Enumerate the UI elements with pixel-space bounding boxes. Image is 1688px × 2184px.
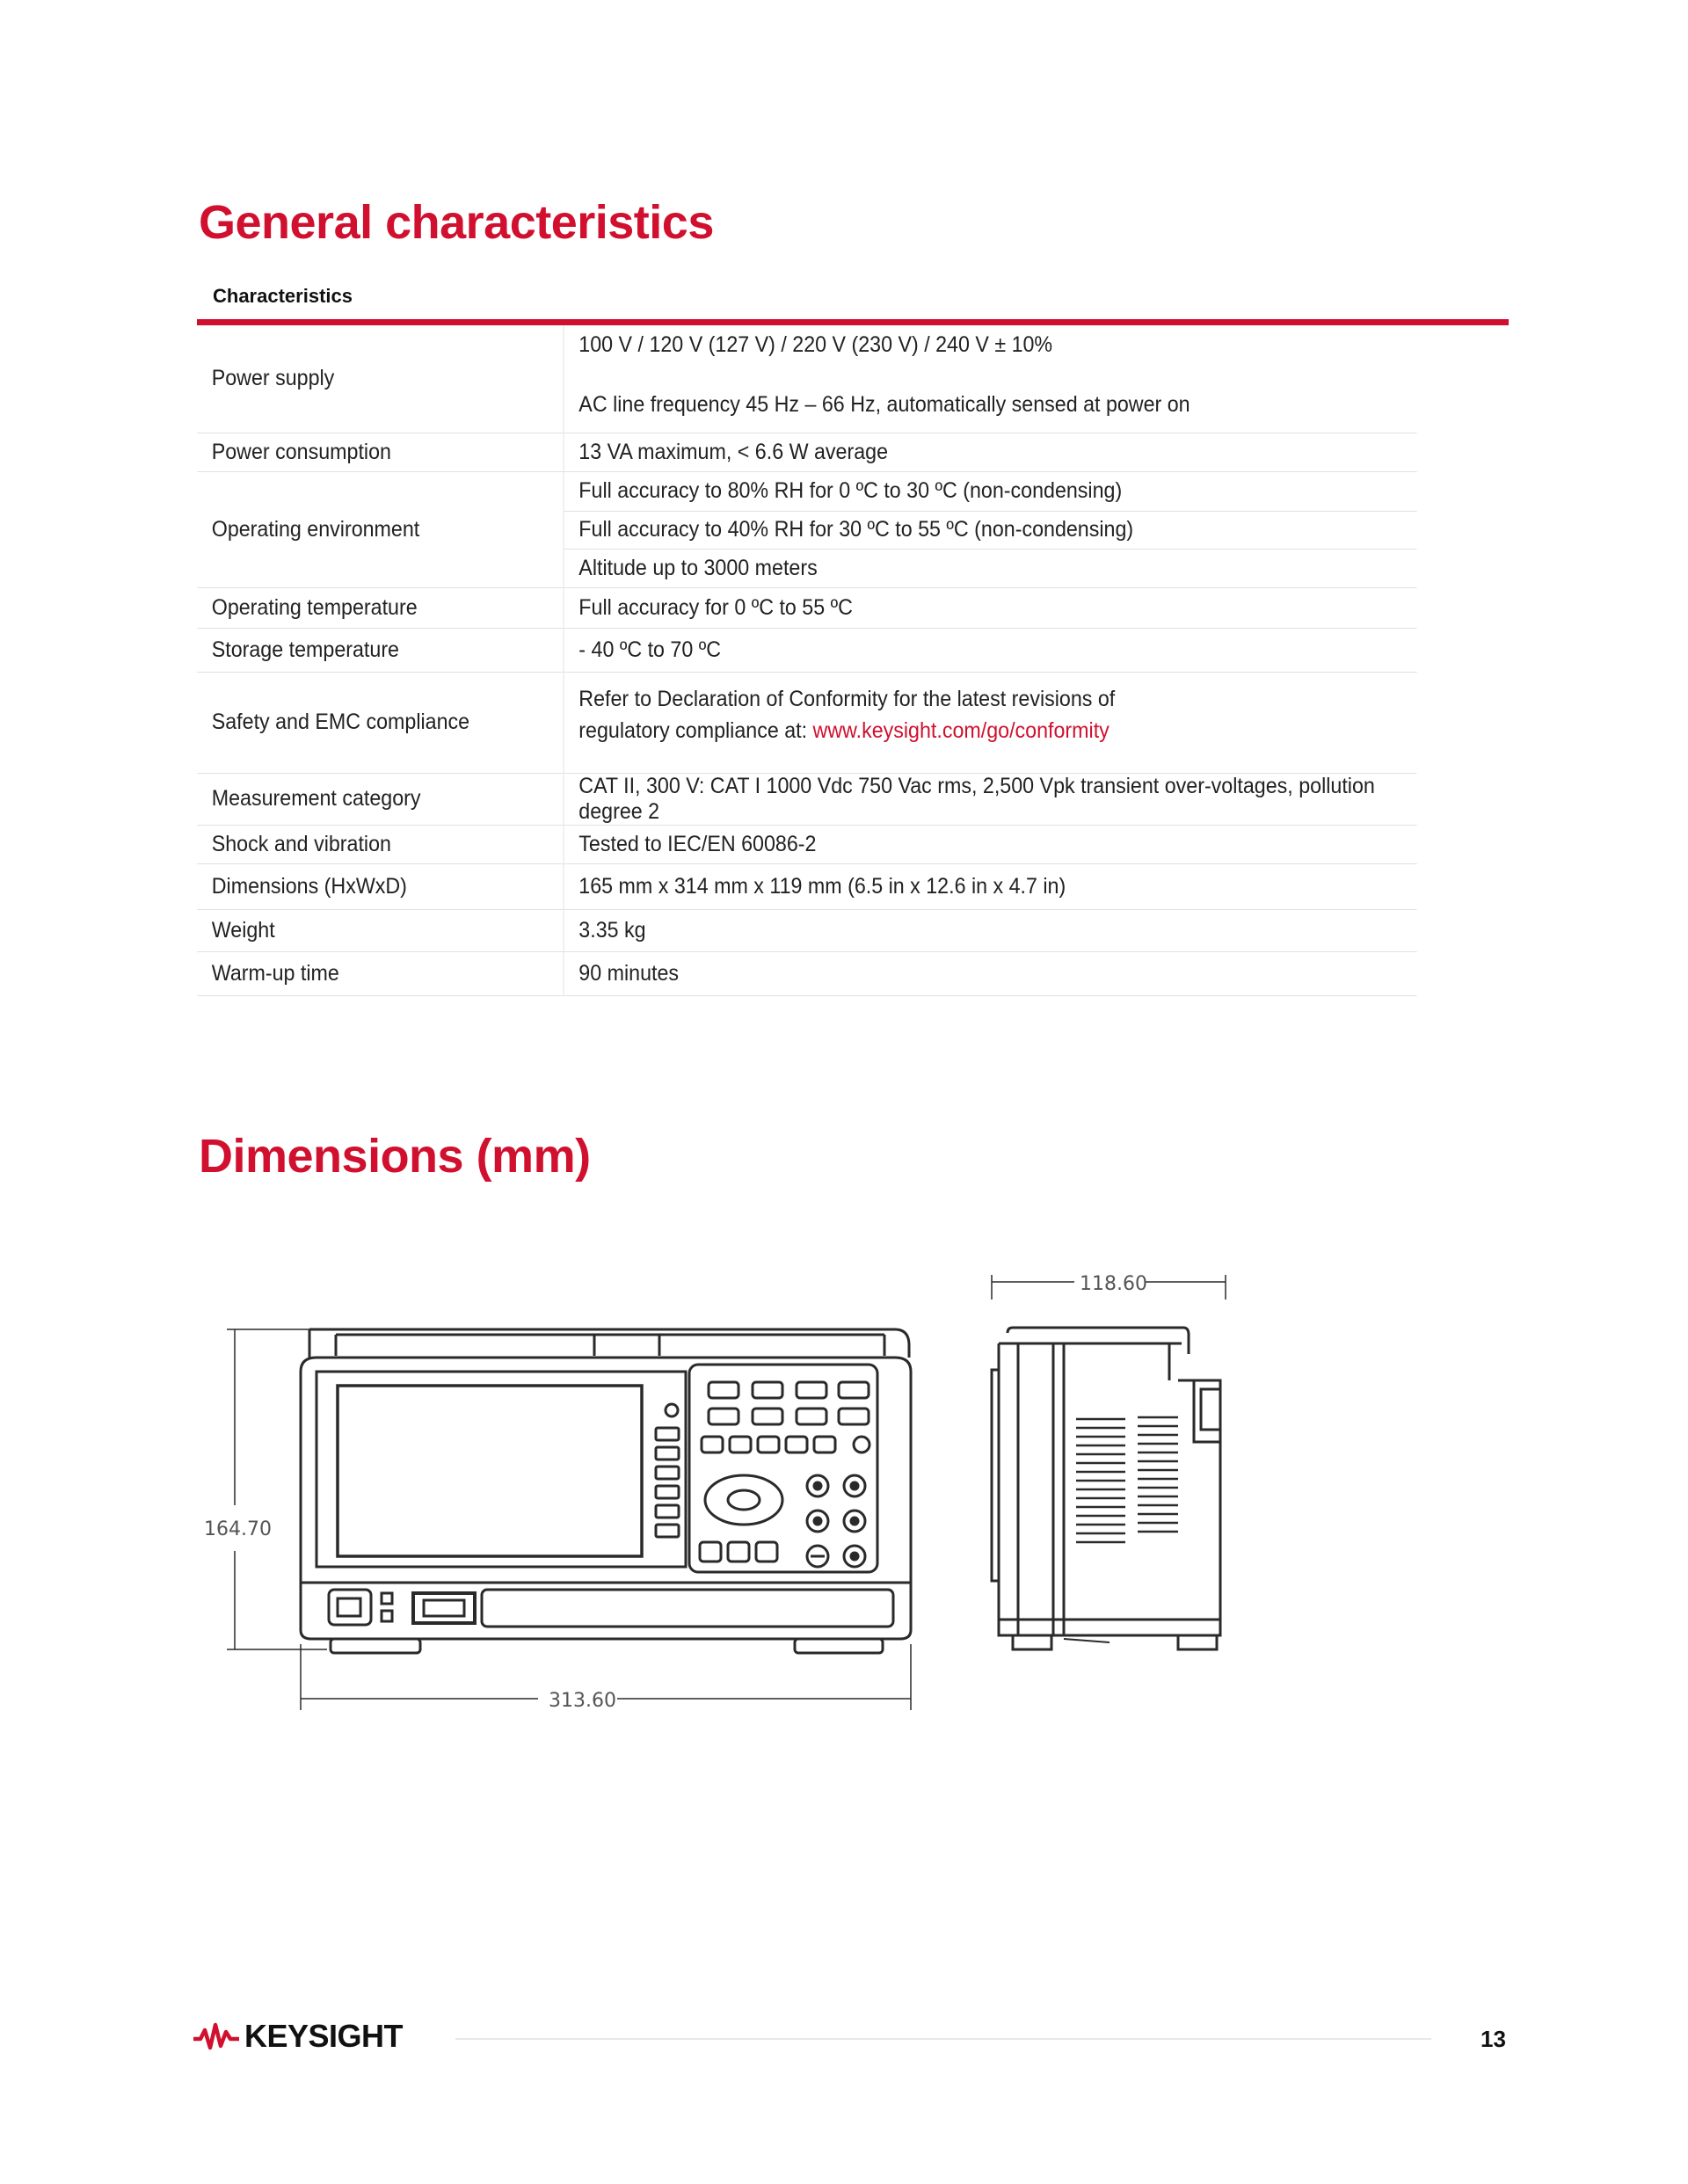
row-label: Storage temperature: [197, 628, 564, 672]
row-value: AC line frequency 45 Hz – 66 Hz, automatically sensed at power on: [578, 391, 1190, 417]
softkey-2: [656, 1447, 679, 1460]
row-label: Weight: [197, 909, 564, 951]
table-header-characteristics: Characteristics: [213, 285, 353, 307]
page-number: 13: [1481, 2026, 1506, 2052]
brand-name: KEYSIGHT: [244, 2018, 404, 2054]
row-label: Operating environment: [197, 471, 564, 587]
row-value: Altitude up to 3000 meters: [564, 549, 1416, 587]
row-value: regulatory compliance at:: [578, 717, 808, 743]
keysight-wave-icon: [193, 2021, 239, 2051]
row-label: Warm-up time: [197, 951, 564, 995]
section-title-general: General characteristics: [199, 196, 714, 249]
row-label: Safety and EMC compliance: [197, 672, 564, 773]
row-value: 165 mm x 314 mm x 119 mm (6.5 in x 12.6 in x 4.7 in): [564, 863, 1416, 909]
row-value: 13 VA maximum, < 6.6 W average: [564, 433, 1416, 471]
row-label: Shock and vibration: [197, 825, 564, 863]
height-dimension-line: [227, 1329, 327, 1649]
section-title-dimensions: Dimensions (mm): [199, 1130, 591, 1183]
side-view: [992, 1328, 1220, 1649]
row-value: 100 V / 120 V (127 V) / 220 V (230 V) / 240 V ± 10%: [578, 331, 1053, 357]
row-label: Dimensions (HxWxD): [197, 863, 564, 909]
keysight-logo: [193, 2019, 403, 2054]
row-value: 90 minutes: [564, 951, 1416, 995]
row-label: Operating temperature: [197, 587, 564, 628]
row-value: Full accuracy to 40% RH for 30 ºC to 55 ºC (non-condensing): [564, 511, 1416, 549]
row-value: Full accuracy to 80% RH for 0 ºC to 30 ºC (non-condensing): [564, 471, 1416, 511]
row-label: Power supply: [197, 325, 564, 433]
row-value: Full accuracy for 0 ºC to 55 ºC: [564, 587, 1416, 628]
row-value: - 40 ºC to 70 ºC: [564, 628, 1416, 672]
softkey-5: [656, 1505, 679, 1518]
conformity-link[interactable]: www.keysight.com/go/conformity: [812, 717, 1110, 743]
footer-divider: [455, 2038, 1431, 2040]
row-value: CAT II, 300 V: CAT I 1000 Vdc 750 Vac rms, 2,500 Vpk transient over-voltages, pollution degree 2: [564, 773, 1416, 825]
row-value: Tested to IEC/EN 60086-2: [564, 825, 1416, 863]
row-label: Power consumption: [197, 433, 564, 471]
row-value: Refer to Declaration of Conformity for the latest revisions of: [578, 686, 1116, 711]
depth-dimension-label: 118.60: [1080, 1273, 1147, 1295]
front-view: [301, 1329, 911, 1653]
height-dimension-label: 164.70: [204, 1518, 272, 1540]
softkey-3: [656, 1467, 679, 1479]
softkey-4: [656, 1486, 679, 1498]
width-dimension-label: 313.60: [549, 1690, 616, 1712]
row-value: 3.35 kg: [564, 909, 1416, 951]
row-label: Measurement category: [197, 773, 564, 825]
softkey-6: [656, 1525, 679, 1537]
softkey-1: [656, 1428, 679, 1440]
